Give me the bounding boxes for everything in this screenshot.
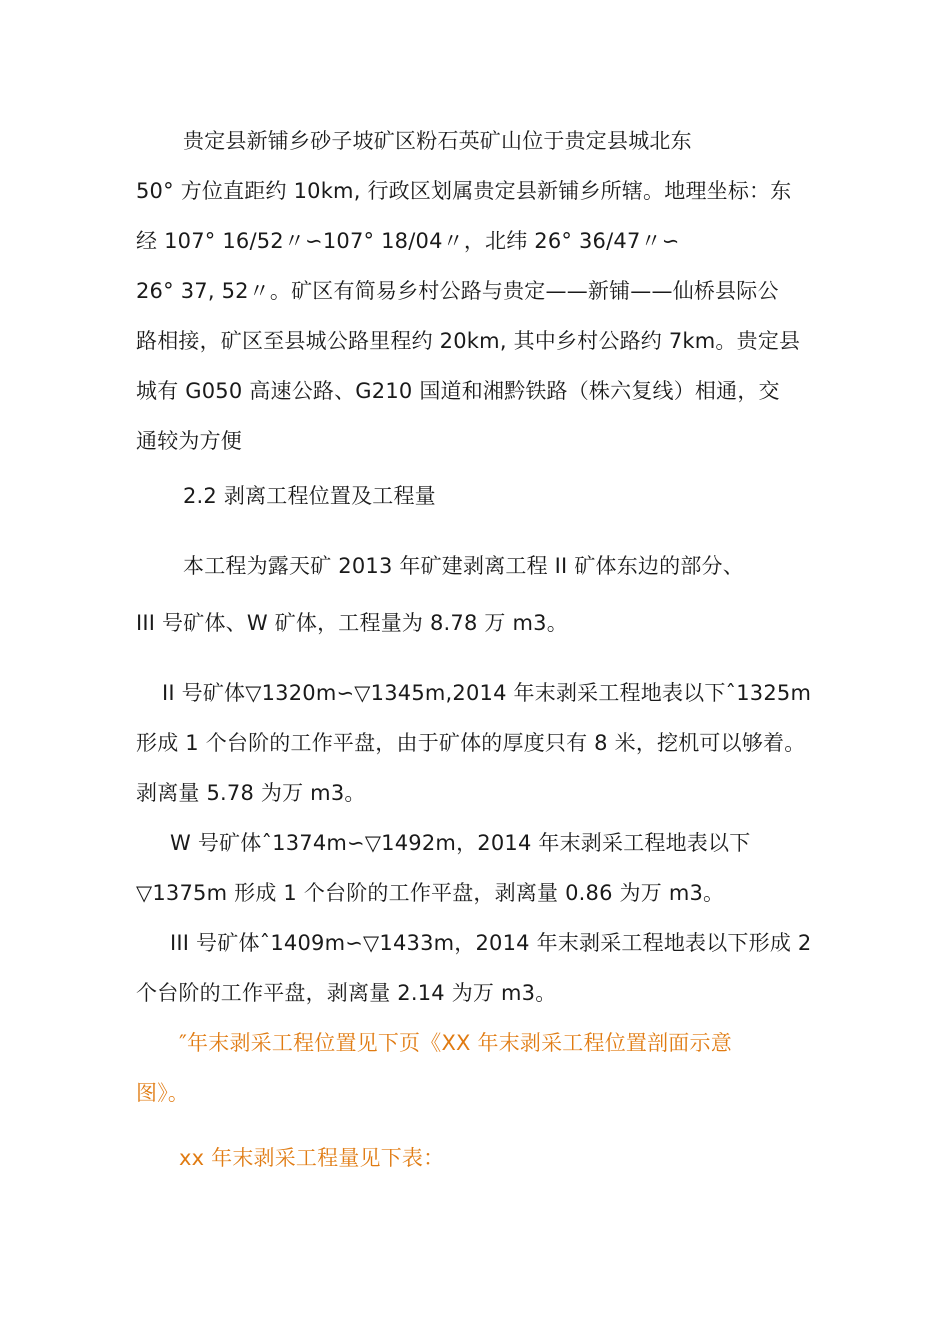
section-heading: 2.2 剥离工程位置及工程量 (183, 484, 436, 508)
paragraph-orebody-3-line-1: III 号矿体ˆ1409m∽▽1433m，2014 年末剥采工程地表以下形成 2 (170, 931, 812, 955)
paragraph-table-reference: xx 年末剥采工程量见下表： (179, 1146, 445, 1170)
paragraph-location-line-2: 50° 方位直距约 10km, 行政区划属贵定县新铺乡所辖。地理坐标：东 (136, 179, 792, 203)
paragraph-scope-line-1: 本工程为露天矿 2013 年矿建剥离工程 II 矿体东边的部分、 (183, 554, 744, 578)
paragraph-location-line-1: 贵定县新铺乡砂子坡矿区粉石英矿山位于贵定县城北东 (183, 129, 692, 153)
paragraph-orebody-2-line-2: 形成 1 个台阶的工作平盘，由于矿体的厚度只有 8 米，挖机可以够着。 (136, 731, 806, 755)
paragraph-scope-line-2: III 号矿体、W 矿体，工程量为 8.78 万 m3。 (136, 611, 568, 635)
paragraph-location-line-5: 路相接，矿区至县城公路里程约 20km, 其中乡村公路约 7km。贵定县 (136, 329, 801, 353)
paragraph-location-line-4: 26° 37, 52〃。矿区有简易乡村公路与贵定——新铺——仙桥县际公 (136, 279, 779, 303)
paragraph-orebody-w-line-1: W 号矿体ˆ1374m∽▽1492m，2014 年末剥采工程地表以下 (170, 831, 751, 855)
paragraph-orebody-2-line-1: II 号矿体▽1320m∽▽1345m,2014 年末剥采工程地表以下ˆ1325m (162, 681, 812, 705)
paragraph-figure-reference-line-2: 图》。 (136, 1081, 190, 1105)
paragraph-location-line-3: 经 107° 16/52〃∽107° 18/04〃，北纬 26° 36/47〃∽ (136, 229, 680, 253)
paragraph-orebody-w-line-2: ▽1375m 形成 1 个台阶的工作平盘，剥离量 0.86 为万 m3。 (136, 881, 725, 905)
paragraph-figure-reference-line-1: ″年末剥采工程位置见下页《XX 年末剥采工程位置剖面示意 (179, 1031, 732, 1055)
paragraph-location-line-7: 通较为方便 (136, 429, 242, 453)
paragraph-orebody-3-line-2: 个台阶的工作平盘，剥离量 2.14 为万 m3。 (136, 981, 557, 1005)
paragraph-location-line-6: 城有 G050 高速公路、G210 国道和湘黔铁路（株六复线）相通，交 (136, 379, 780, 403)
paragraph-orebody-2-line-3: 剥离量 5.78 为万 m3。 (136, 781, 366, 805)
